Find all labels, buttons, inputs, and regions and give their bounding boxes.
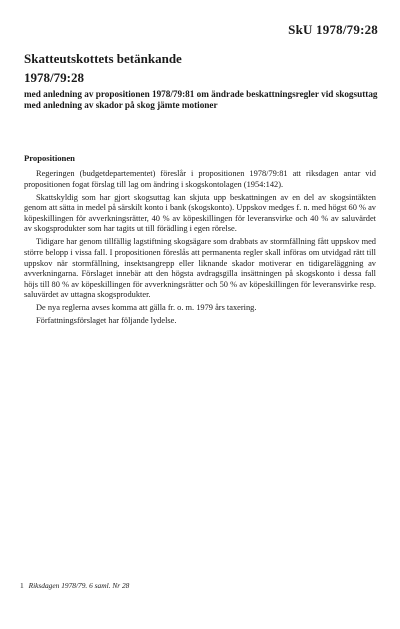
document-reference: SkU 1978/79:28 [288, 22, 378, 37]
page-number: 1 [20, 581, 24, 590]
page-footer [20, 581, 129, 590]
document-number: 1978/79:28 [24, 70, 84, 85]
paragraph: Författningsförslaget har följande lydelse. [36, 316, 177, 326]
document-subtitle: med anledning av propositionen 1978/79:81 om ändrade beskattningsregler vid skogsuttag med anledning av skador på skog jämte motioner [24, 89, 378, 110]
footer-citation: Riksdagen 1978/79. 6 saml. Nr 28 [28, 581, 130, 590]
paragraph: De nya reglerna avses komma att gälla fr. o. m. 1979 års taxering. [36, 303, 257, 313]
document-title: Skatteutskottets betänkande [24, 51, 182, 66]
body-text [24, 169, 376, 329]
section-heading: Propositionen [24, 153, 75, 163]
paragraph: Regeringen (budgetdepartementet) föreslår i propositionen 1978/79:81 att riksdagen antar vid propositionen fogat förslag till lag om ändring i skogskontolagen (1954:142). [24, 169, 376, 189]
paragraph: Tidigare har genom tillfällig lagstiftning skogsägare som drabbats av stormfällning fått uppskov med större belopp i vissa fall. I propositionen föreslås att permanenta regler skall införas om utvidgad rätt till uppskov när stormfällning, insektsangrepp eller liknande skador motiverar en tidigareläggning av avverkningarna. Förslaget innebär att den högsta avdragsgilla insättningen på skogskonto i dessa fall höjs till 80 % av köpeskillingen för avverkningsrätter och 50 % av köpeskillingen för leveransvirke resp. saluvärdet av uttagna skogsprodukter. [24, 237, 376, 300]
paragraph: Skattskyldig som har gjort skogsuttag kan skjuta upp beskattningen av en del av skogsintäkten genom att sätta in medel på särskilt konto i bank (skogskonto). Uppskov medges f. n. med högst 60 % av köpeskillingen för avverkningsrätter, 40 % av köpeskillingen för leveransvirke och 40 % av saluvärdet av skogsprodukter som har tagits ut till förädling i egen rörelse. [24, 192, 376, 234]
